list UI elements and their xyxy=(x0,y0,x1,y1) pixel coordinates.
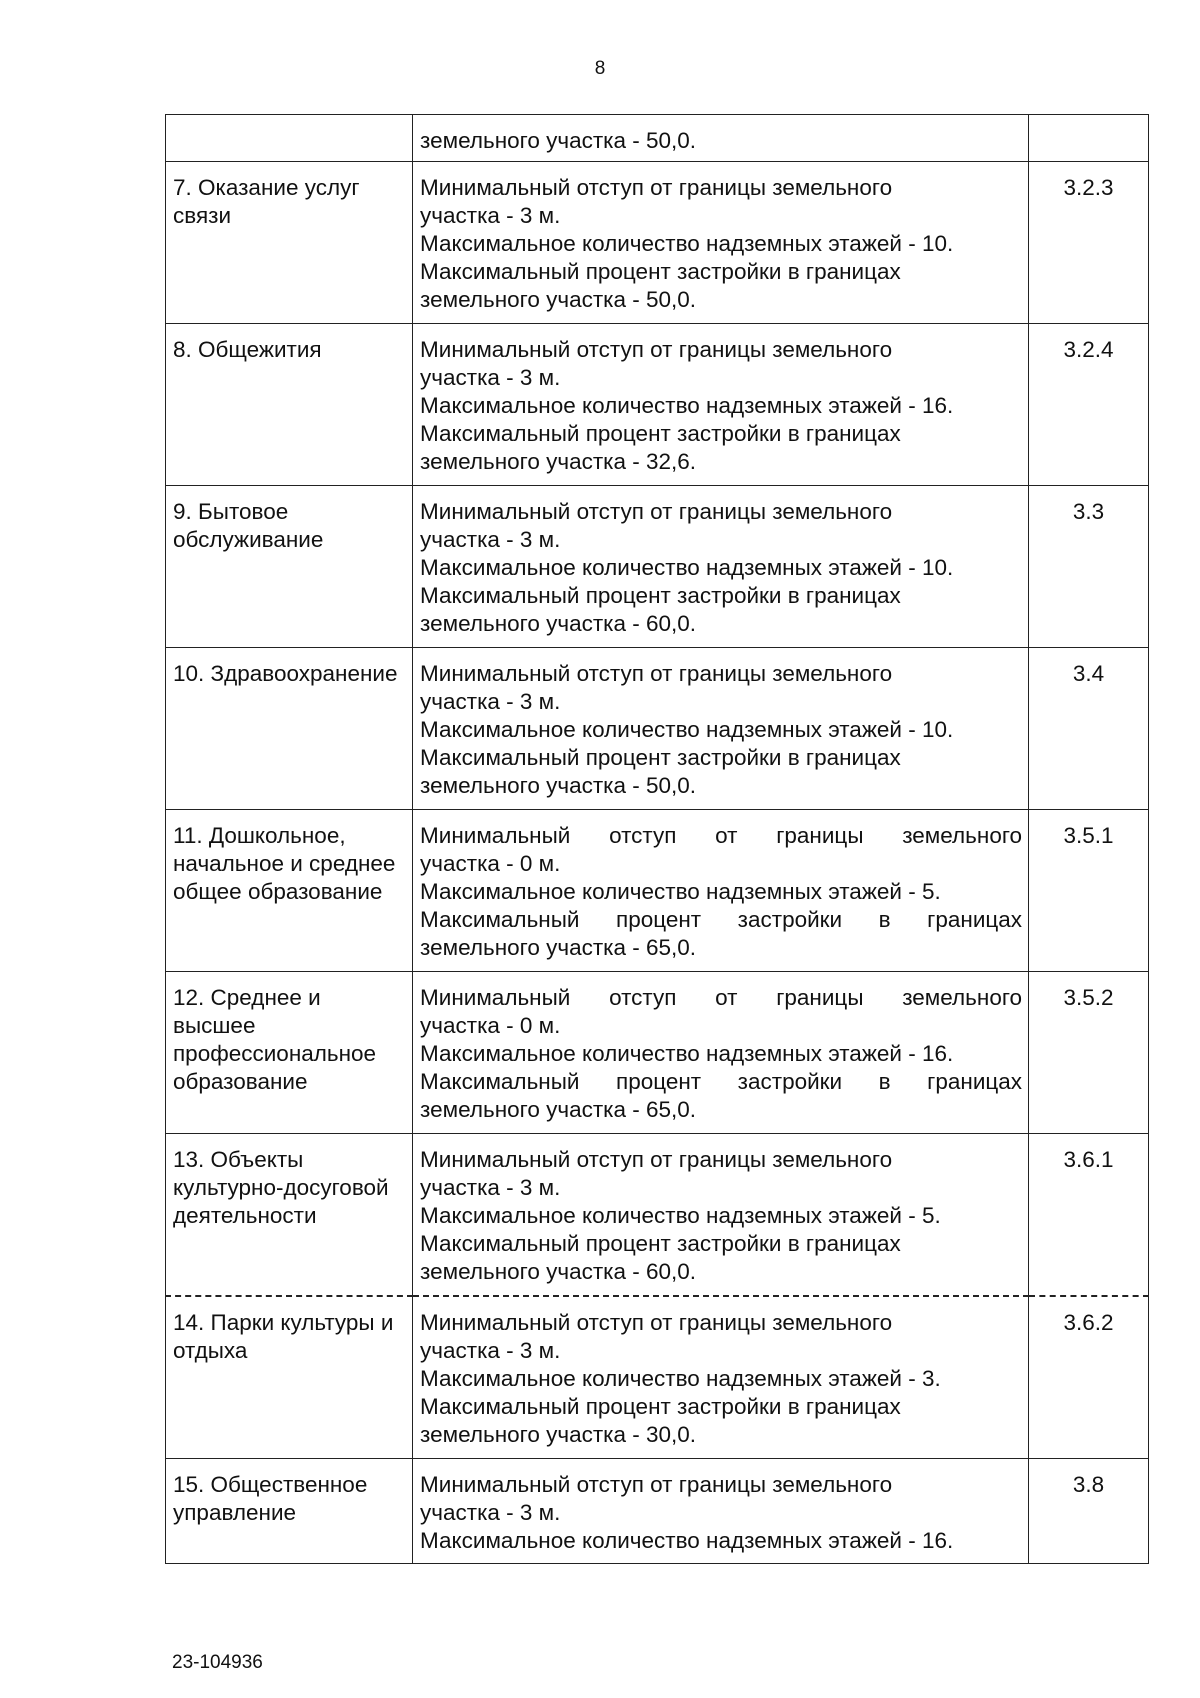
parameter-line: участка - 0 м. xyxy=(420,1013,561,1038)
parameter-line: Максимальный процент застройки в границах xyxy=(420,1231,901,1256)
parameter-line: Максимальное количество надземных этажей - 10. xyxy=(420,717,954,742)
parameter-line: земельного участка - 50,0. xyxy=(420,128,697,153)
parameter-line: Максимальное количество надземных этажей - 10. xyxy=(420,555,954,580)
table-row xyxy=(166,648,1149,810)
parameter-line: Максимальное количество надземных этажей - 16. xyxy=(420,1528,954,1553)
parameters-cell xyxy=(413,810,1029,972)
use-type-cell: 12. Среднее и высшее профессиональное образование xyxy=(166,972,413,1134)
use-type-cell: 15. Общественное управление xyxy=(166,1459,413,1564)
classifier-code-cell: 3.5.1 xyxy=(1029,810,1149,972)
parameter-line: Минимальный отступ от границы земельного xyxy=(420,1310,893,1335)
use-type-cell: 14. Парки культуры и отдыха xyxy=(166,1296,413,1459)
parameters-cell xyxy=(413,115,1029,162)
parameter-line: земельного участка - 60,0. xyxy=(420,1259,697,1284)
table-body xyxy=(166,115,1149,1564)
parameter-line: участка - 3 м. xyxy=(420,1338,561,1363)
use-type-cell xyxy=(166,115,413,162)
parameter-line: земельного участка - 65,0. xyxy=(420,1097,697,1122)
classifier-code-cell: 3.6.2 xyxy=(1029,1296,1149,1459)
parameter-line: Максимальный процент застройки в границах xyxy=(420,583,901,608)
parameter-line: земельного участка - 30,0. xyxy=(420,1422,697,1447)
parameter-line: Максимальное количество надземных этажей - 16. xyxy=(420,1041,954,1066)
table-row xyxy=(166,1296,1149,1459)
use-type-cell: 11. Дошкольное, начальное и среднее общее образование xyxy=(166,810,413,972)
parameter-line: Минимальный отступ от границы земельного xyxy=(420,499,893,524)
parameter-line: Минимальный отступ от границы земельного xyxy=(420,661,893,686)
parameters-cell xyxy=(413,1296,1029,1459)
parameter-line: участка - 3 м. xyxy=(420,365,561,390)
parameter-line: Максимальное количество надземных этажей - 3. xyxy=(420,1366,941,1391)
classifier-code-cell: 3.2.4 xyxy=(1029,324,1149,486)
parameter-line: участка - 3 м. xyxy=(420,1500,561,1525)
parameters-cell xyxy=(413,486,1029,648)
parameter-line: Максимальное количество надземных этажей - 5. xyxy=(420,879,941,904)
page-number: 8 xyxy=(594,58,606,79)
parameter-line: Минимальный отступ от границы земельного xyxy=(420,1472,893,1497)
parameter-line: земельного участка - 32,6. xyxy=(420,449,697,474)
parameter-line: Максимальное количество надземных этажей - 5. xyxy=(420,1203,941,1228)
table-row xyxy=(166,810,1149,972)
parameter-line: Минимальный отступ от границы земельного xyxy=(420,985,1023,1010)
parameter-line: Максимальное количество надземных этажей - 16. xyxy=(420,393,954,418)
use-type-cell: 10. Здравоохранение xyxy=(166,648,413,810)
parameter-line: участка - 3 м. xyxy=(420,1175,561,1200)
parameter-line: Максимальное количество надземных этажей - 10. xyxy=(420,231,954,256)
parameter-line: Минимальный отступ от границы земельного xyxy=(420,1147,893,1172)
parameter-line: участка - 3 м. xyxy=(420,689,561,714)
parameter-line: земельного участка - 50,0. xyxy=(420,287,697,312)
parameters-cell xyxy=(413,972,1029,1134)
classifier-code-cell xyxy=(1029,115,1149,162)
parameter-line: земельного участка - 65,0. xyxy=(420,935,697,960)
use-type-cell: 8. Общежития xyxy=(166,324,413,486)
table-row xyxy=(166,324,1149,486)
classifier-code-cell: 3.5.2 xyxy=(1029,972,1149,1134)
classifier-code-cell: 3.8 xyxy=(1029,1459,1149,1564)
classifier-code-cell: 3.4 xyxy=(1029,648,1149,810)
parameter-line: Максимальный процент застройки в границах xyxy=(420,907,1023,932)
parameter-line: земельного участка - 50,0. xyxy=(420,773,697,798)
classifier-code-cell: 3.2.3 xyxy=(1029,162,1149,324)
parameters-cell xyxy=(413,648,1029,810)
table-row xyxy=(166,1134,1149,1297)
table-row xyxy=(166,486,1149,648)
document-code: 23-104936 xyxy=(172,1652,263,1673)
land-use-regulations-table xyxy=(165,114,1149,1564)
parameter-line: участка - 3 м. xyxy=(420,203,561,228)
table-row xyxy=(166,1459,1149,1564)
parameter-line: Максимальный процент застройки в границах xyxy=(420,259,901,284)
parameter-line: Максимальный процент застройки в границах xyxy=(420,1394,901,1419)
parameter-line: Минимальный отступ от границы земельного xyxy=(420,175,893,200)
parameter-line: участка - 3 м. xyxy=(420,527,561,552)
use-type-cell: 9. Бытовое обслуживание xyxy=(166,486,413,648)
parameter-line: Минимальный отступ от границы земельного xyxy=(420,823,1023,848)
parameter-line: Максимальный процент застройки в границах xyxy=(420,745,901,770)
parameter-line: участка - 0 м. xyxy=(420,851,561,876)
classifier-code-cell: 3.3 xyxy=(1029,486,1149,648)
table-row xyxy=(166,972,1149,1134)
use-type-cell: 7. Оказание услуг связи xyxy=(166,162,413,324)
parameter-line: земельного участка - 60,0. xyxy=(420,611,697,636)
parameters-cell xyxy=(413,324,1029,486)
parameters-cell xyxy=(413,162,1029,324)
parameter-line: Максимальный процент застройки в границах xyxy=(420,421,901,446)
table-row xyxy=(166,162,1149,324)
parameter-line: Максимальный процент застройки в границах xyxy=(420,1069,1023,1094)
table-row xyxy=(166,115,1149,162)
use-type-cell: 13. Объекты культурно-досуговой деятельности xyxy=(166,1134,413,1297)
classifier-code-cell: 3.6.1 xyxy=(1029,1134,1149,1297)
parameters-cell xyxy=(413,1134,1029,1297)
parameters-cell xyxy=(413,1459,1029,1564)
parameter-line: Минимальный отступ от границы земельного xyxy=(420,337,893,362)
